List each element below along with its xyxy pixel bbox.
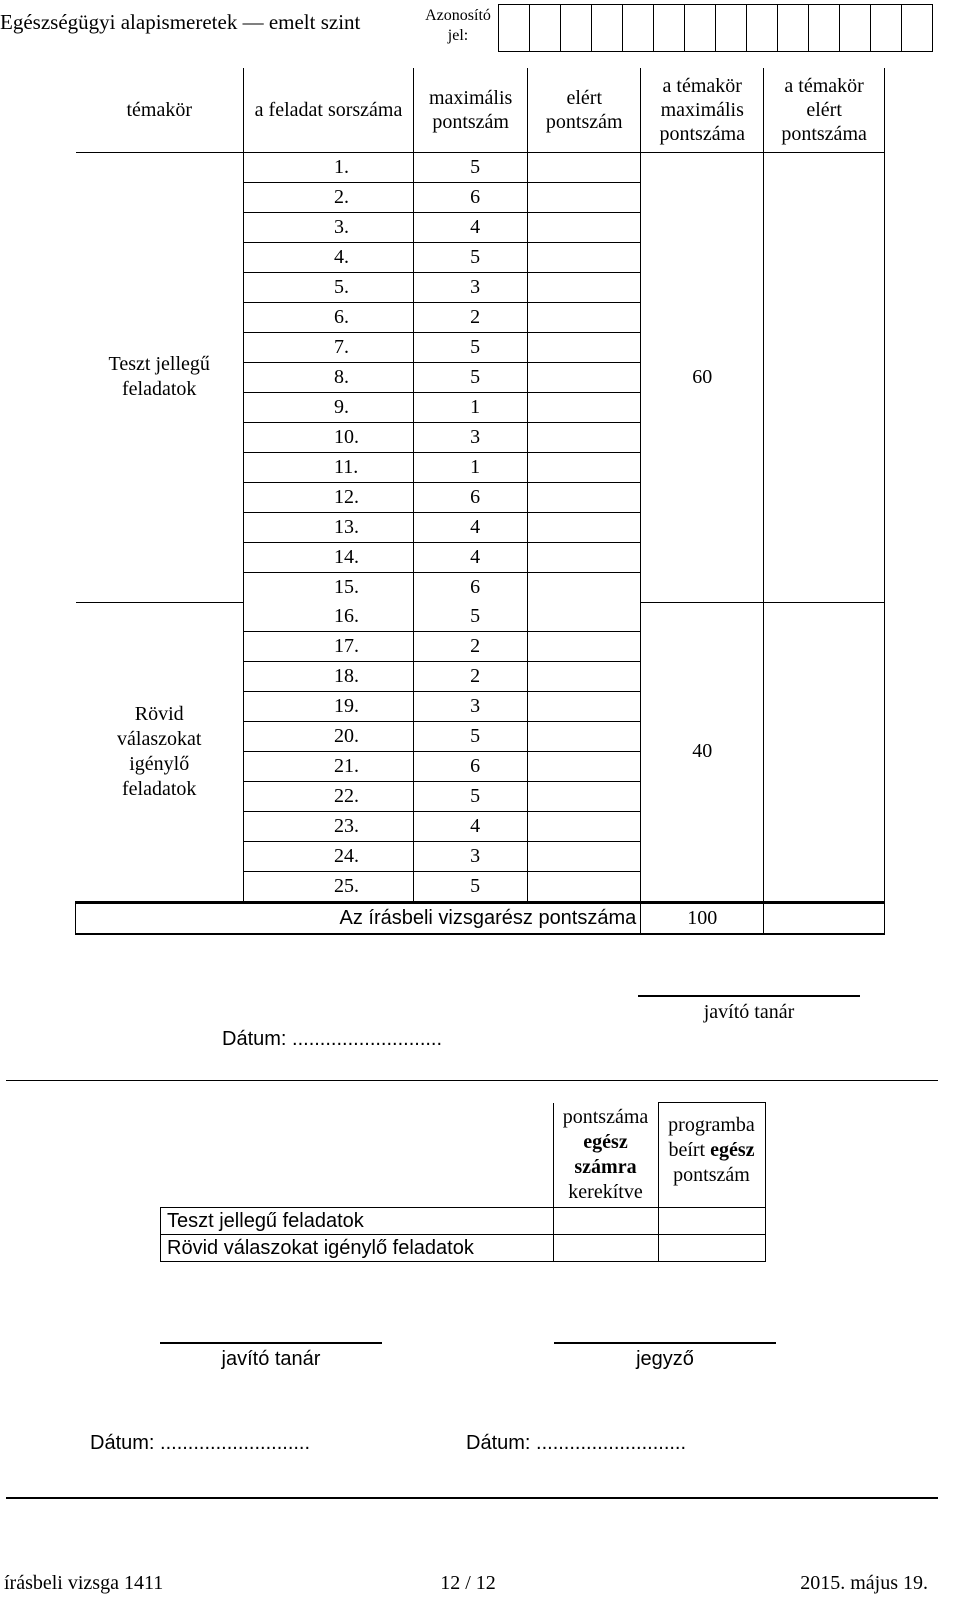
topic-cell: Rövid válaszokat igénylő feladatok	[76, 602, 244, 903]
summary-program-cell	[658, 1207, 765, 1234]
summary-row	[161, 1234, 766, 1261]
summary-program-cell	[658, 1234, 765, 1261]
running-header: Egészségügyi alapismeretek — emelt szint	[0, 10, 361, 34]
task-earned-points[interactable]	[528, 842, 641, 872]
divider	[6, 1080, 938, 1081]
task-max-points: 4	[414, 513, 528, 543]
id-boxes	[498, 4, 932, 52]
footer-left: írásbeli vizsga 1411	[4, 1572, 164, 1594]
task-max-points: 5	[414, 333, 528, 363]
task-earned-points[interactable]	[528, 872, 641, 903]
summary-rounded-cell	[553, 1207, 658, 1234]
task-max-points: 6	[414, 573, 528, 603]
task-number: 20.	[243, 722, 413, 752]
task-earned-points[interactable]	[528, 303, 641, 333]
task-max-points: 4	[414, 543, 528, 573]
id-box[interactable]	[654, 4, 685, 52]
task-number: 19.	[243, 692, 413, 722]
date-field: Dátum: ...........................	[222, 1028, 443, 1050]
grader-label: javító tanár	[703, 1001, 795, 1023]
task-row	[76, 602, 885, 632]
task-number: 9.	[243, 393, 413, 423]
task-earned-points[interactable]	[528, 183, 641, 213]
task-number: 4.	[243, 243, 413, 273]
task-earned-points[interactable]	[528, 662, 641, 692]
task-number: 3.	[243, 213, 413, 243]
id-box[interactable]	[561, 4, 592, 52]
task-number: 11.	[243, 453, 413, 483]
task-max-points: 4	[414, 812, 528, 842]
id-box[interactable]	[499, 4, 530, 52]
summary-col-program: programba beírt egész pontszám	[658, 1103, 765, 1208]
task-max-points: 3	[414, 423, 528, 453]
score-table	[75, 68, 885, 935]
task-number: 16.	[243, 602, 413, 632]
total-earned-points[interactable]	[764, 903, 885, 935]
task-max-points: 6	[414, 483, 528, 513]
task-row	[76, 153, 885, 183]
task-earned-points[interactable]	[528, 483, 641, 513]
task-number: 15.	[243, 573, 413, 603]
task-max-points: 2	[414, 303, 528, 333]
task-number: 25.	[243, 872, 413, 903]
task-number: 23.	[243, 812, 413, 842]
signature-line-grader	[638, 995, 860, 997]
id-box[interactable]	[871, 4, 902, 52]
task-number: 22.	[243, 782, 413, 812]
date-field-notary: Dátum: ...........................	[466, 1432, 687, 1454]
task-earned-points[interactable]	[528, 543, 641, 573]
task-number: 8.	[243, 363, 413, 393]
id-box[interactable]	[747, 4, 778, 52]
footer-page: 12 / 12	[440, 1572, 496, 1594]
task-earned-points[interactable]	[528, 243, 641, 273]
topic-max-points: 40	[641, 602, 764, 903]
task-earned-points[interactable]	[528, 722, 641, 752]
task-number: 24.	[243, 842, 413, 872]
azonosito-label: Azonosító jel:	[425, 7, 491, 44]
task-earned-points[interactable]	[528, 752, 641, 782]
summary-col-rounded: pontszáma egész számra kerekítve	[553, 1103, 658, 1208]
task-earned-points[interactable]	[528, 573, 641, 603]
grader-label-2: javító tanár	[221, 1348, 321, 1370]
task-max-points: 4	[414, 213, 528, 243]
task-max-points: 5	[414, 782, 528, 812]
summary-table	[160, 1102, 766, 1262]
header-temakor-max: a témakör maximális pontszáma	[641, 68, 764, 153]
task-earned-points[interactable]	[528, 333, 641, 363]
id-box[interactable]	[530, 4, 561, 52]
task-number: 5.	[243, 273, 413, 303]
summary-row-label: Teszt jellegű feladatok	[161, 1207, 554, 1234]
summary-row-label: Rövid válaszokat igénylő feladatok	[161, 1234, 554, 1261]
task-max-points: 5	[414, 602, 528, 632]
task-max-points: 2	[414, 662, 528, 692]
total-max-points: 100	[641, 903, 764, 935]
task-earned-points[interactable]	[528, 812, 641, 842]
task-max-points: 3	[414, 842, 528, 872]
header-sorszam: a feladat sorszáma	[243, 68, 413, 153]
total-label: Az írásbeli vizsgarész pontszáma	[76, 903, 641, 935]
task-earned-points[interactable]	[528, 393, 641, 423]
id-box[interactable]	[592, 4, 623, 52]
date-field-grader: Dátum: ...........................	[90, 1432, 311, 1454]
id-box[interactable]	[778, 4, 809, 52]
task-number: 2.	[243, 183, 413, 213]
header-max: maximális pontszám	[414, 68, 528, 153]
task-earned-points[interactable]	[528, 453, 641, 483]
task-max-points: 5	[414, 363, 528, 393]
task-earned-points[interactable]	[528, 602, 641, 632]
id-box[interactable]	[716, 4, 747, 52]
task-earned-points[interactable]	[528, 363, 641, 393]
total-row	[76, 903, 885, 935]
signature-line-notary	[554, 1342, 776, 1344]
task-earned-points[interactable]	[528, 513, 641, 543]
task-max-points: 5	[414, 243, 528, 273]
task-max-points: 5	[414, 722, 528, 752]
task-earned-points[interactable]	[528, 213, 641, 243]
task-max-points: 5	[414, 153, 528, 183]
task-earned-points[interactable]	[528, 273, 641, 303]
task-max-points: 1	[414, 393, 528, 423]
topic-max-points: 60	[641, 153, 764, 603]
id-box[interactable]	[623, 4, 654, 52]
task-number: 14.	[243, 543, 413, 573]
task-number: 7.	[243, 333, 413, 363]
task-number: 13.	[243, 513, 413, 543]
id-box[interactable]	[902, 4, 933, 52]
task-number: 1.	[243, 153, 413, 183]
topic-earned-points[interactable]	[764, 602, 885, 903]
task-max-points: 6	[414, 183, 528, 213]
task-earned-points[interactable]	[528, 782, 641, 812]
id-box[interactable]	[809, 4, 840, 52]
id-box[interactable]	[840, 4, 871, 52]
task-number: 17.	[243, 632, 413, 662]
task-earned-points[interactable]	[528, 632, 641, 662]
id-box[interactable]	[685, 4, 716, 52]
footer-date: 2015. május 19.	[800, 1572, 928, 1594]
task-max-points: 2	[414, 632, 528, 662]
task-earned-points[interactable]	[528, 692, 641, 722]
task-earned-points[interactable]	[528, 423, 641, 453]
signature-line-grader-2	[160, 1342, 382, 1344]
header-elert: elért pontszám	[528, 68, 641, 153]
task-max-points: 6	[414, 752, 528, 782]
footer-rule	[6, 1497, 938, 1499]
task-number: 18.	[243, 662, 413, 692]
task-number: 12.	[243, 483, 413, 513]
topic-earned-points[interactable]	[764, 153, 885, 603]
header-temakor-elert: a témakör elért pontszáma	[764, 68, 885, 153]
summary-row	[161, 1207, 766, 1234]
task-max-points: 1	[414, 453, 528, 483]
notary-label: jegyző	[636, 1348, 694, 1370]
task-earned-points[interactable]	[528, 153, 641, 183]
task-max-points: 3	[414, 273, 528, 303]
task-number: 21.	[243, 752, 413, 782]
topic-cell: Teszt jellegű feladatok	[76, 153, 244, 603]
header-temakor: témakör	[76, 68, 244, 153]
task-max-points: 5	[414, 872, 528, 903]
task-max-points: 3	[414, 692, 528, 722]
task-number: 6.	[243, 303, 413, 333]
summary-rounded-cell	[553, 1234, 658, 1261]
task-number: 10.	[243, 423, 413, 453]
